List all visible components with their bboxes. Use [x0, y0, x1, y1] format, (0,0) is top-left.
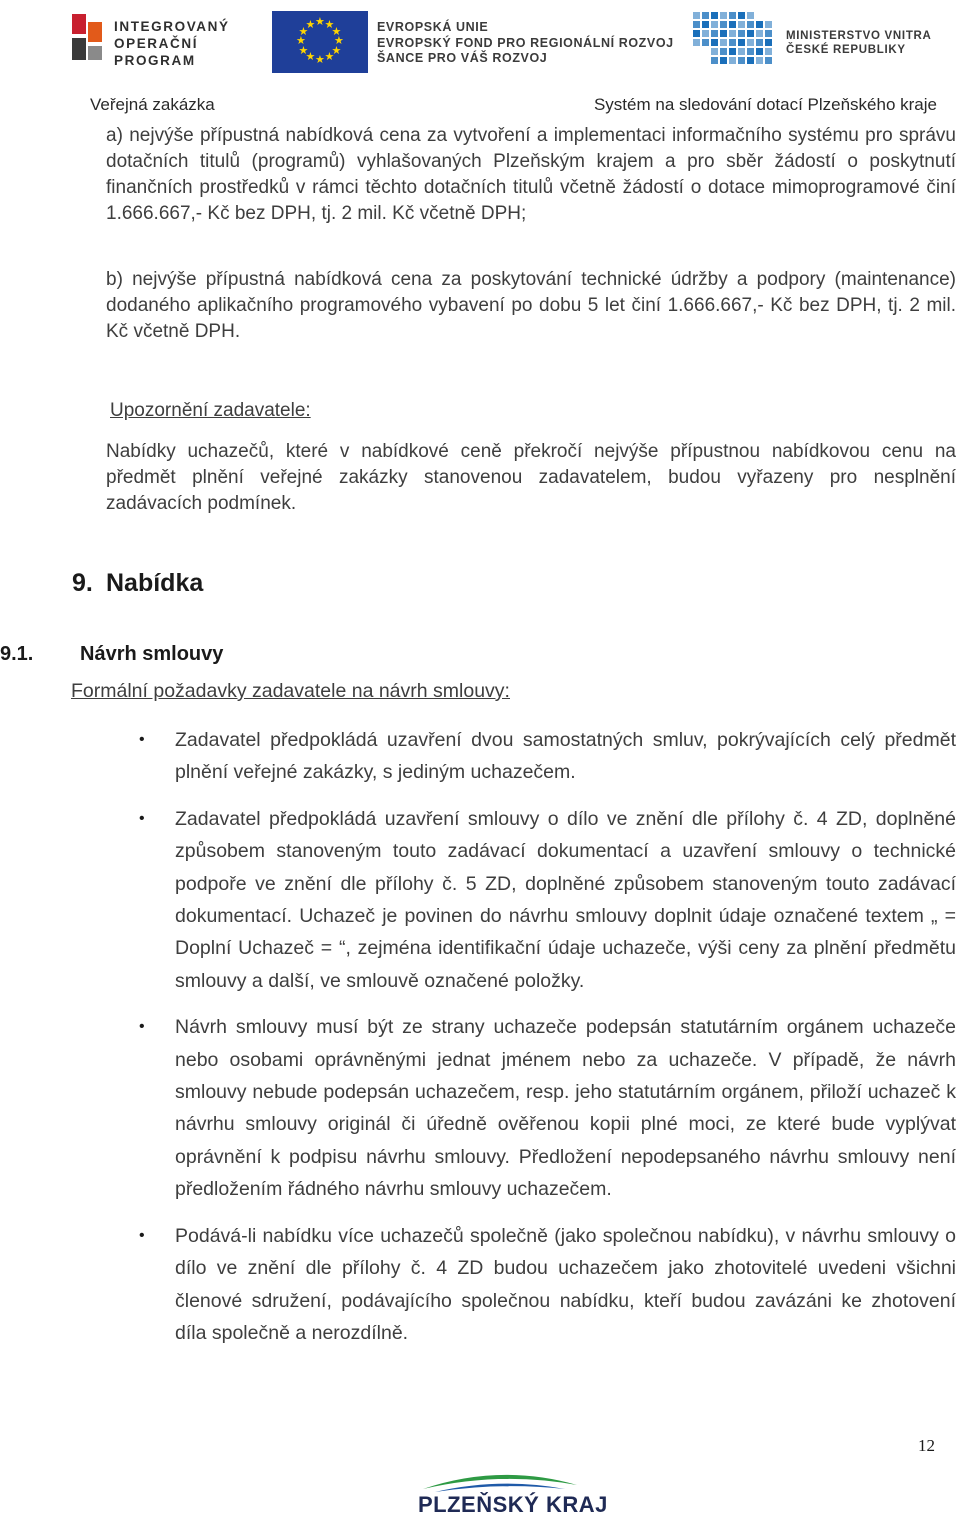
eu-star-icon: ★	[331, 25, 342, 38]
paragraph-b: b) nejvýše přípustná nabídková cena za poskytování technické údržby a podpory (maintenance) dodaného aplikačního programového vybavení po dobu 5 let činí 1.666.667,- Kč bez DPH, tj. 2 mil. Kč včetně DPH.	[106, 269, 956, 342]
requirements-title: Formální požadavky zadavatele na návrh smlouvy:	[71, 680, 510, 702]
ministry-dot-icon	[720, 48, 727, 55]
ministry-dot-icon	[756, 57, 763, 64]
ministry-dot-icon	[738, 57, 745, 64]
bullet-icon: •	[139, 1226, 145, 1244]
iop-logo	[70, 10, 250, 72]
ministry-dot-icon	[747, 30, 754, 37]
ministry-dot-icon	[765, 39, 772, 46]
header-right: Systém na sledování dotací Plzeňského kraje	[593, 95, 937, 114]
section-9-1-title: Návrh smlouvy	[80, 643, 224, 665]
list-item-text: Podává-li nabídku více uchazečů společně (jako společnou nabídku), v návrhu smlouvy o dílo ve znění dle přílohy č. 4 ZD budou uchazečem jako zhotovitelé uvedeni všichni členové sdružení, podávajícího společnou nabídku, kteří budou zavázáni ke zhotovení díla společně a nerozdílně.	[175, 1224, 956, 1344]
requirements-list	[138, 724, 956, 1363]
ministry-dot-icon	[720, 21, 727, 28]
ministry-dot-icon	[729, 39, 736, 46]
eu-line-3: ŠANCE PRO VÁŠ ROZVOJ	[377, 51, 548, 65]
ministry-dot-icon	[756, 30, 763, 37]
ministry-dot-icon	[693, 30, 700, 37]
section-9-1-number: 9.1.	[0, 643, 34, 665]
eu-star-icon: ★	[324, 51, 335, 64]
bullet-icon: •	[139, 731, 145, 748]
eu-star-icon: ★	[298, 25, 309, 38]
eu-flag-icon	[272, 11, 368, 73]
ministry-dot-icon	[756, 39, 763, 46]
list-item	[138, 724, 956, 789]
ministry-dot-icon	[702, 30, 709, 37]
eu-star-icon: ★	[298, 44, 309, 57]
ministry-dot-icon	[711, 12, 718, 19]
page-number: 12	[918, 1436, 935, 1455]
eu-star-icon: ★	[305, 51, 316, 64]
paragraph-a: a) nejvýše přípustná nabídková cena za vytvoření a implementaci informačního systému pro správu dotačních titulů (programů) vyhlašovaných Plzeňským krajem a pro sběr žádostí o poskytnutí finančních prostředků v rámci těchto dotačních titulů včetně žádostí o dotace mimoprogramové činí 1.666.667,- Kč bez DPH, tj. 2 mil. Kč včetně DPH;	[106, 125, 956, 224]
ministry-logo-text	[786, 29, 932, 57]
list-item	[138, 1011, 956, 1205]
bullet-icon: •	[139, 809, 145, 827]
iop-mark-icon	[70, 14, 106, 64]
ministry-dot-icon	[693, 12, 700, 19]
ministry-dot-icon	[756, 48, 763, 55]
list-item-text: Zadavatel předpokládá uzavření dvou samostatných smluv, pokrývajících celý předmět plnění veřejné zakázky, s jediným uchazečem.	[175, 729, 956, 784]
ministry-dot-icon	[738, 39, 745, 46]
eu-star-icon: ★	[315, 16, 325, 28]
ministry-dot-icon	[747, 39, 754, 46]
ministry-dot-icon	[729, 57, 736, 64]
eu-star-icon: ★	[296, 35, 306, 47]
eu-star-icon: ★	[324, 18, 335, 31]
ministry-dot-icon	[729, 30, 736, 37]
ministry-dot-icon	[720, 12, 727, 19]
ministry-dot-icon	[765, 57, 772, 64]
ministry-dot-icon	[765, 21, 772, 28]
ministry-dot-icon	[720, 39, 727, 46]
ministry-dot-icon	[756, 21, 763, 28]
ministry-dot-icon	[711, 30, 718, 37]
section-9-number: 9.	[72, 569, 93, 597]
ministry-dot-icon	[702, 39, 709, 46]
section-9-title: Nabídka	[106, 569, 204, 597]
ministry-dot-icon	[729, 48, 736, 55]
eu-line-1: EVROPSKÁ UNIE	[377, 20, 489, 34]
list-item	[138, 1220, 956, 1350]
ministry-dot-icon	[738, 12, 745, 19]
ministry-logo-icon	[693, 12, 773, 68]
ministry-dot-icon	[738, 21, 745, 28]
list-item-text: Návrh smlouvy musí být ze strany uchazeče podepsán statutárním orgánem uchazeče nebo osobami oprávněnými jednat jménem nebo za uchazeče. V případě, že návrh smlouvy nebude podepsán uchazečem, resp. jeho statutárním orgánem, přiloží uchazeč k návrhu smlouvy originál či úředně ověřenou kopii plné moci, ze které bude vyplývat oprávnění k podpisu návrhu smlouvy. Předložení nepodepsaného návrhu smlouvy není předložením řádného návrhu smlouvy uchazečem.	[175, 1016, 956, 1201]
eu-line-2: EVROPSKÝ FOND PRO REGIONÁLNÍ ROZVOJ	[377, 35, 674, 50]
list-item	[138, 803, 956, 997]
section-9-1-heading	[0, 643, 223, 666]
section-9-heading	[72, 569, 203, 598]
eu-star-icon: ★	[305, 18, 316, 31]
ministry-dot-icon	[693, 39, 700, 46]
ministry-dot-icon	[720, 30, 727, 37]
ministry-dot-icon	[747, 21, 754, 28]
ministry-dot-icon	[702, 21, 709, 28]
ministry-dot-icon	[711, 48, 718, 55]
ministry-dot-icon	[765, 30, 772, 37]
ministry-dot-icon	[729, 12, 736, 19]
ministry-dot-icon	[747, 48, 754, 55]
list-item-text: Zadavatel předpokládá uzavření smlouvy o dílo ve znění dle přílohy č. 4 ZD, doplněné způsobem stanoveným touto zadávací dokumentací a uzavření smlouvy o technické podpoře ve znění dle přílohy č. 5 ZD, doplněné způsobem stanoveným touto zadávací dokumentací. Uchazeč je povinen do návrhu smlouvy doplnit údaje označené textem „ = Doplní Uchazeč = “, zejména identifikační údaje uchazeče, výši ceny za plnění předmětu smlouvy a další, ve smlouvě označené položky.	[175, 807, 956, 992]
iop-logo-text: INTEGROVANÝ OPERAČNÍ PROGRAM	[114, 19, 230, 68]
header-left: Veřejná zakázka	[90, 95, 215, 114]
eu-star-icon: ★	[315, 54, 325, 66]
eu-star-icon: ★	[331, 44, 342, 57]
plzensky-kraj-logo-text: PLZEŇSKÝ KRAJ	[418, 1492, 608, 1517]
warning-title: Upozornění zadavatele:	[110, 400, 311, 421]
eu-flag-logo	[272, 11, 368, 73]
ministry-dot-icon	[729, 21, 736, 28]
eu-star-icon: ★	[334, 35, 344, 47]
ministry-line-2: ČESKÉ REPUBLIKY	[786, 44, 906, 56]
ministry-dot-icon	[702, 12, 709, 19]
ministry-line-1: MINISTERSTVO VNITRA	[786, 30, 932, 42]
ministry-dot-icon	[738, 30, 745, 37]
ministry-dot-icon	[693, 21, 700, 28]
ministry-dot-icon	[711, 57, 718, 64]
ministry-dot-icon	[747, 12, 754, 19]
ministry-dot-icon	[765, 48, 772, 55]
ministry-dot-icon	[711, 21, 718, 28]
ministry-dot-icon	[711, 39, 718, 46]
eu-logo-text	[377, 20, 674, 67]
ministry-dot-icon	[738, 48, 745, 55]
warning-text: Nabídky uchazečů, které v nabídkové ceně překročí nejvýše přípustnou nabídkovou cenu na předmět plnění veřejné zakázky stanovenou zadavatelem, budou vyřazeny pro nesplnění zadávacích podmínek.	[106, 441, 956, 514]
bullet-icon: •	[139, 1018, 145, 1036]
ministry-dot-icon	[720, 57, 727, 64]
ministry-dot-icon	[747, 57, 754, 64]
